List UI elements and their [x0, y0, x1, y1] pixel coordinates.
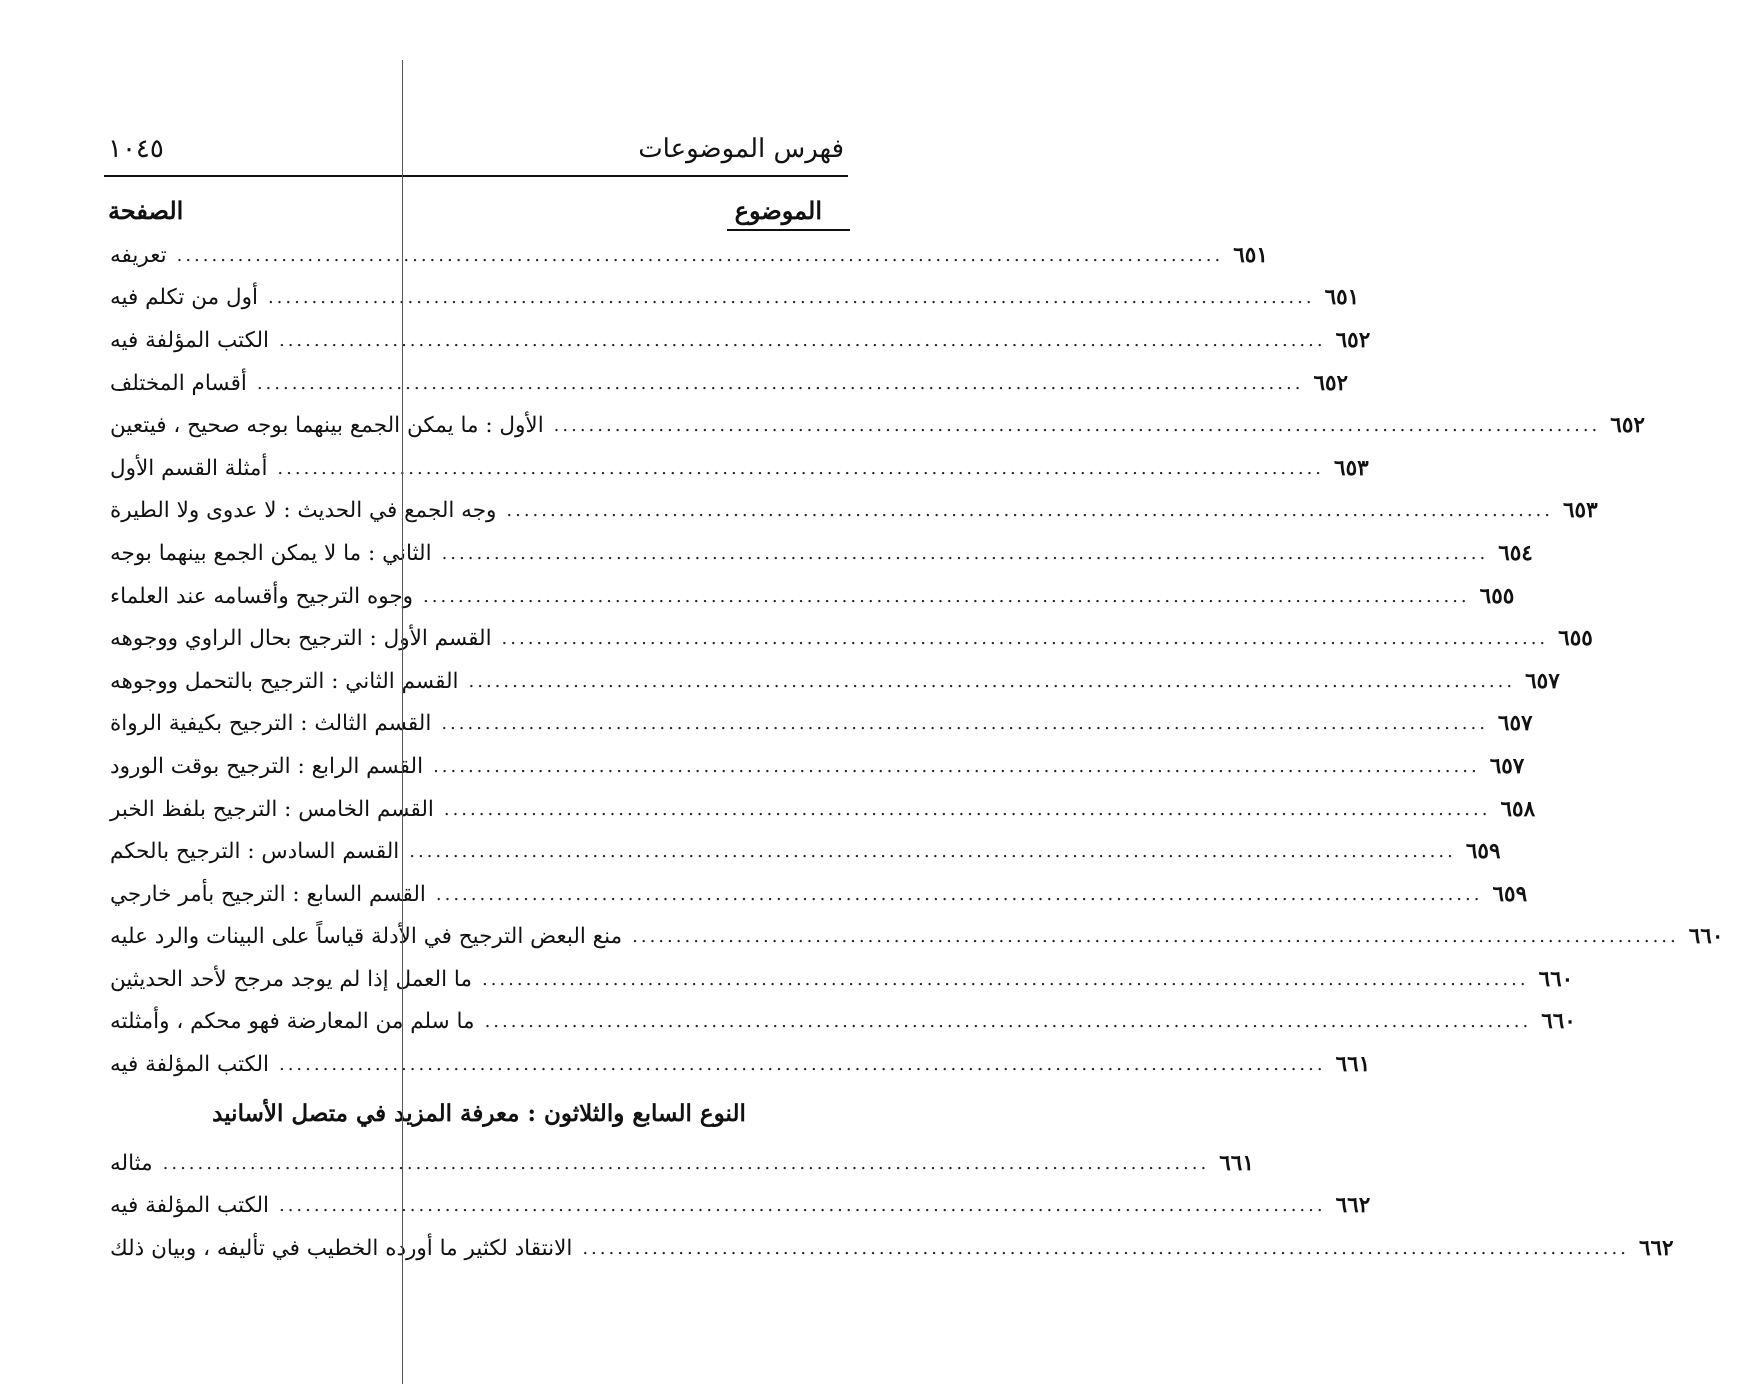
- page-number: ١٠٤٥: [108, 134, 164, 164]
- entry-title: القسم الخامس : الترجيح بلفظ الخبر: [110, 796, 434, 822]
- entry-page-number: ٦٦١: [1335, 1052, 1371, 1078]
- toc-entry: [110, 277, 1360, 320]
- entry-title: وجوه الترجيح وأقسامه عند العلماء: [110, 583, 414, 609]
- entry-page-number: ٦٦٢: [1638, 1235, 1674, 1261]
- entry-page-number: ٦٥٨: [1500, 796, 1536, 822]
- entry-page-number: ٦٦٠: [1541, 1009, 1576, 1035]
- leader-dots: ........................................................................................................................: [409, 841, 1456, 863]
- leader-dots: ........................................................................................................................: [441, 713, 1488, 735]
- toc-entry: [110, 490, 1598, 533]
- entry-title: الكتب المؤلفة فيه: [110, 1052, 269, 1078]
- entry-title: منع البعض الترجيح في الأدلة قياساً على البينات والرد عليه: [110, 924, 623, 950]
- entry-title: تعريفه: [110, 242, 167, 268]
- entry-page-number: ٦٥٢: [1335, 327, 1371, 353]
- toc-entry: [110, 958, 1574, 1001]
- entry-page-number: ٦٥١: [1324, 285, 1360, 311]
- toc-entry: [110, 575, 1515, 618]
- entry-page-number: ٦٦٠: [1538, 966, 1574, 992]
- leader-dots: ........................................................................................................................: [267, 287, 1315, 309]
- toc-entry: [110, 660, 1560, 703]
- entry-page-number: ٦٥٢: [1610, 413, 1645, 439]
- entry-page-number: ٦٥٩: [1465, 839, 1501, 865]
- entry-page-number: ٦٥٣: [1563, 498, 1598, 524]
- toc-entry: [110, 1227, 1674, 1270]
- toc-entry: [110, 745, 1525, 788]
- leader-dots: ........................................................................................................................: [162, 1152, 1210, 1174]
- leader-dots: ........................................................................................................................: [256, 372, 1304, 394]
- entry-title: الانتقاد لكثير ما أورده الخطيب في تأليفه ، وبيان ذلك: [110, 1235, 573, 1261]
- toc-entry: [110, 362, 1349, 405]
- table-of-contents: [110, 234, 1724, 1270]
- entry-title: أمثلة القسم الأول: [110, 455, 268, 481]
- entry-title: مثاله: [110, 1150, 153, 1176]
- leader-dots: ........................................................................................................................: [277, 457, 1325, 479]
- leader-dots: ........................................................................................................................: [582, 1237, 1629, 1259]
- leader-dots: ........................................................................................................................: [278, 1195, 1326, 1217]
- toc-entry: [110, 404, 1645, 447]
- entry-title: ما سلم من المعارضة فهو محكم ، وأمثلته: [110, 1009, 475, 1035]
- toc-entry: [110, 788, 1536, 831]
- leader-dots: ........................................................................................................................: [443, 798, 1491, 820]
- entry-title: الكتب المؤلفة فيه: [110, 327, 269, 353]
- entry-title: القسم الثالث : الترجيح بكيفية الرواة: [110, 711, 432, 737]
- toc-entry: [110, 617, 1593, 660]
- entry-page-number: ٦٦٢: [1335, 1193, 1371, 1219]
- entry-page-number: ٦٥٧: [1525, 668, 1560, 694]
- entry-page-number: ٦٥٥: [1479, 583, 1515, 609]
- entry-page-number: ٦٥٤: [1498, 540, 1533, 566]
- page-header: [108, 132, 844, 166]
- entry-page-number: ٦٦٠: [1688, 924, 1724, 950]
- entry-page-number: ٦٥١: [1233, 242, 1268, 268]
- entry-title: القسم الأول : الترجيح بحال الراوي ووجوهه: [110, 626, 492, 652]
- entry-title: أول من تكلم فيه: [110, 285, 258, 311]
- leader-dots: ........................................................................................................................: [278, 1054, 1326, 1076]
- topic-column-label: الموضوع: [734, 195, 822, 225]
- entry-title: الأول : ما يمكن الجمع بينهما بوجه صحيح ، فيتعين: [110, 413, 544, 439]
- entry-page-number: ٦٥٧: [1489, 753, 1525, 779]
- toc-entry: [110, 1184, 1371, 1227]
- entry-title: القسم السابع : الترجيح بأمر خارجي: [110, 881, 426, 907]
- entry-title: الثاني : ما لا يمكن الجمع بينهما بوجه: [110, 540, 432, 566]
- toc-entry: [110, 703, 1533, 746]
- toc-entry: [110, 1142, 1254, 1185]
- entry-title: القسم الثاني : الترجيح بالتحمل ووجوهه: [110, 668, 459, 694]
- entry-page-number: ٦٦١: [1219, 1150, 1254, 1176]
- toc-entry: [110, 916, 1724, 959]
- entry-title: القسم السادس : الترجيح بالحكم: [110, 839, 400, 865]
- leader-dots: ........................................................................................................................: [278, 329, 1326, 351]
- toc-entry: [110, 532, 1533, 575]
- topic-underline: [727, 229, 850, 231]
- entry-title: القسم الرابع : الترجيح بوقت الورود: [110, 753, 424, 779]
- entry-title: الكتب المؤلفة فيه: [110, 1193, 269, 1219]
- column-headers: [108, 190, 848, 230]
- leader-dots: ........................................................................................................................: [632, 926, 1679, 948]
- toc-entry: [110, 447, 1369, 490]
- entry-page-number: ٦٥٧: [1497, 711, 1533, 737]
- leader-dots: ........................................................................................................................: [176, 244, 1224, 266]
- header-rule: [104, 175, 848, 177]
- toc-entry: [110, 319, 1371, 362]
- leader-dots: ........................................................................................................................: [433, 755, 1480, 777]
- leader-dots: ........................................................................................................................: [481, 968, 1529, 990]
- topic-column-header: [735, 196, 848, 225]
- leader-dots: ........................................................................................................................: [553, 415, 1601, 437]
- entries-list-a: [110, 234, 1724, 1086]
- scan-fold-line: [402, 60, 403, 1384]
- leader-dots: ........................................................................................................................: [423, 585, 1470, 607]
- leader-dots: ........................................................................................................................: [435, 883, 1483, 905]
- leader-dots: ........................................................................................................................: [506, 500, 1553, 522]
- leader-dots: ........................................................................................................................: [468, 670, 1516, 692]
- entry-title: أقسام المختلف: [110, 370, 247, 396]
- entry-page-number: ٦٥٢: [1313, 370, 1349, 396]
- entry-page-number: ٦٥٩: [1492, 881, 1528, 907]
- entry-title: وجه الجمع في الحديث : لا عدوى ولا الطيرة: [110, 498, 497, 524]
- entry-page-number: ٦٥٥: [1558, 626, 1593, 652]
- entry-title: ما العمل إذا لم يوجد مرجح لأحد الحديثين: [110, 966, 472, 992]
- leader-dots: ........................................................................................................................: [484, 1011, 1532, 1033]
- page-column-header: الصفحة: [108, 195, 184, 225]
- leader-dots: ........................................................................................................................: [441, 542, 1489, 564]
- leader-dots: ........................................................................................................................: [501, 628, 1549, 650]
- entry-page-number: ٦٥٣: [1334, 455, 1369, 481]
- running-title: فهرس الموضوعات: [638, 134, 844, 164]
- section-heading: النوع السابع والثلاثون : معرفة المزيد في متصل الأسانيد: [212, 1100, 746, 1128]
- entries-list-b: [110, 1142, 1674, 1270]
- toc-entry: [110, 830, 1501, 873]
- toc-entry: [110, 234, 1268, 277]
- toc-entry: [110, 1043, 1371, 1086]
- toc-entry: [110, 1001, 1576, 1044]
- toc-entry: [110, 873, 1528, 916]
